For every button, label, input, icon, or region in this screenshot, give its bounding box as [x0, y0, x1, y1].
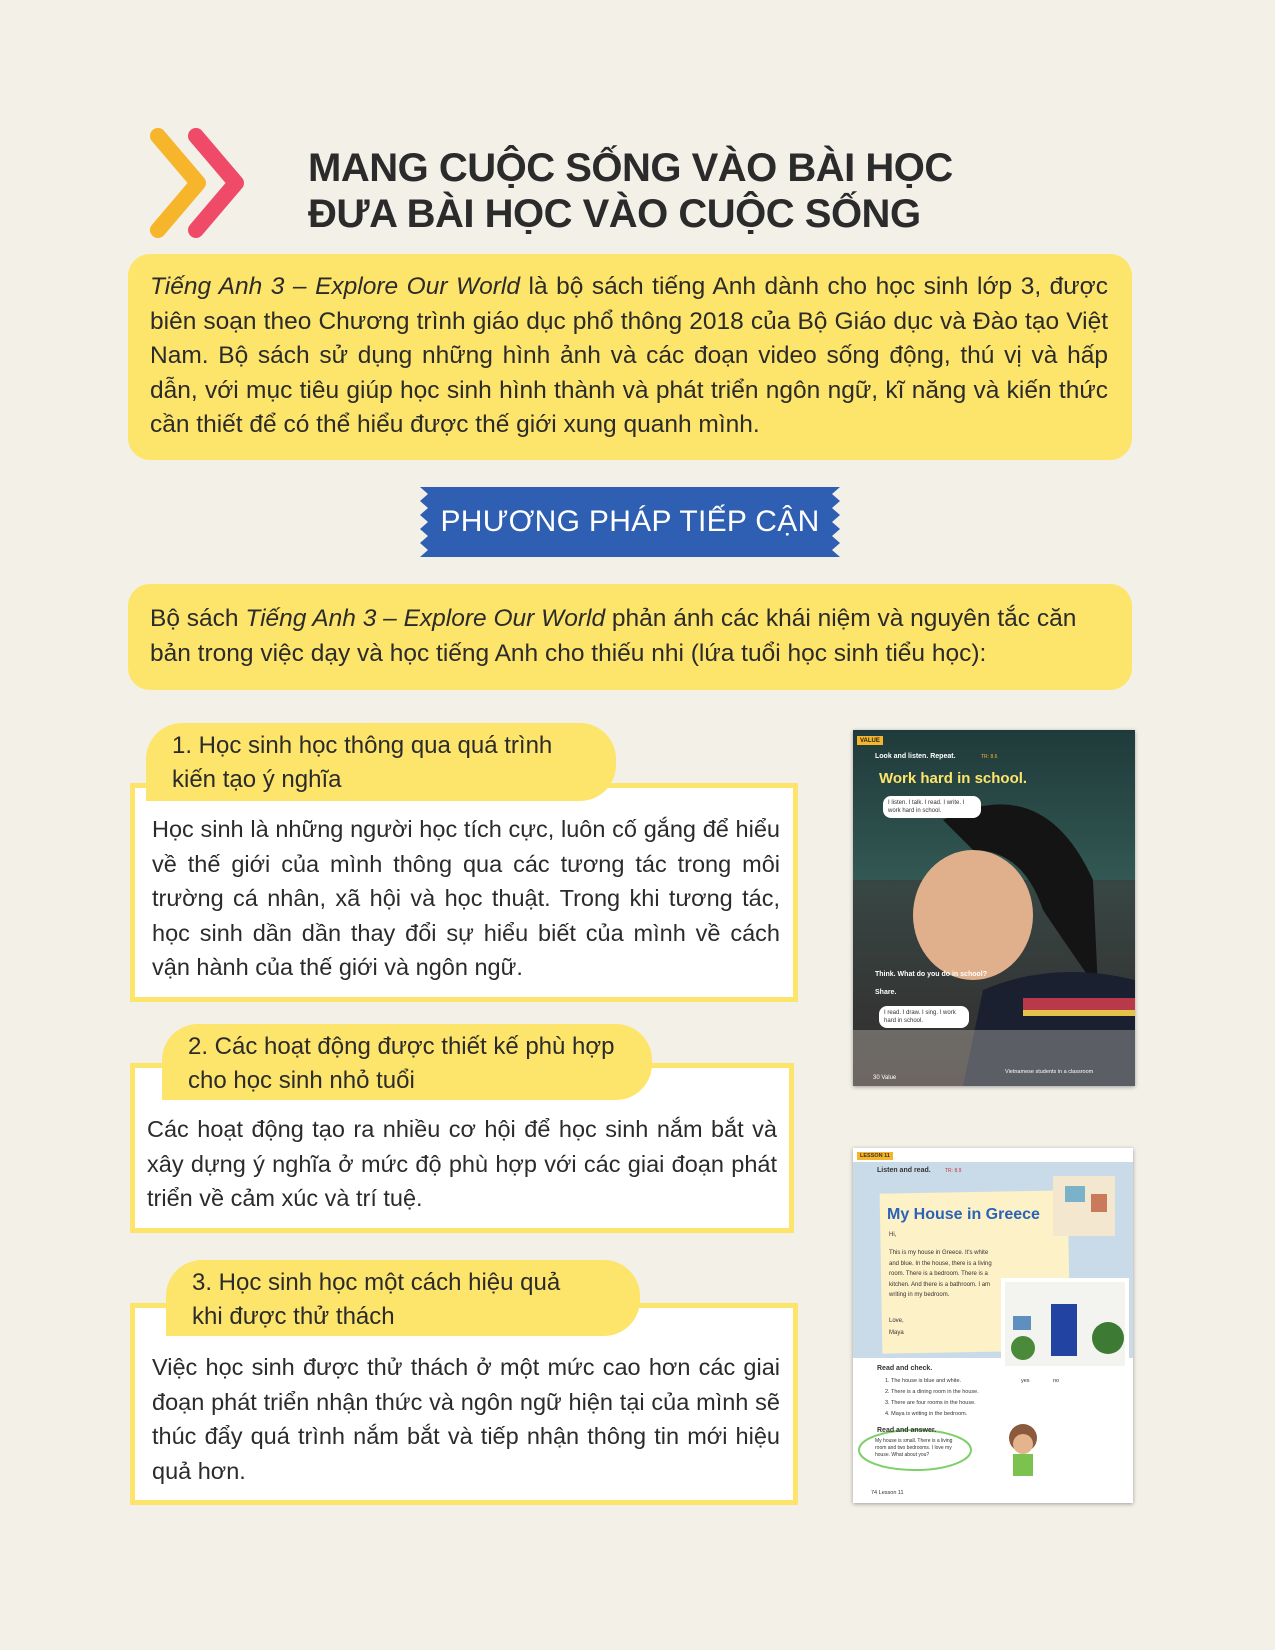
- principle-2-body: Các hoạt động tạo ra nhiều cơ hội để học sinh nắm bắt và xây dựng ý nghĩa ở mức độ phù hợp với các giai đoạn phát triển về cảm xúc và trí tuệ.: [147, 1116, 777, 1211]
- principle-3-title-line-2: khi được thử thách: [192, 1303, 395, 1330]
- lesson-step-3: Read and answer.: [877, 1427, 937, 1434]
- step-3: Share.: [875, 989, 897, 996]
- approach-suffix: phản ánh các khái niệm và nguyên tắc căn bản trong việc dạy và học tiếng Anh cho thiếu nhi (lứa tuổi học sinh tiểu học):: [150, 605, 1077, 667]
- letter-greeting: Hi,: [889, 1232, 897, 1238]
- lesson-step-1: Listen and read.: [877, 1167, 931, 1174]
- lesson-heading: My House in Greece: [887, 1206, 1040, 1223]
- lesson-tag: LESSON 11: [860, 1153, 890, 1159]
- book-page-lesson: [853, 1148, 1133, 1503]
- approach-book-title: Tiếng Anh 3 – Explore Our World: [245, 605, 606, 632]
- intro-paragraph: [128, 254, 1132, 460]
- lesson-track: TR: 8.9: [945, 1168, 962, 1174]
- page-title-line-1: MANG CUỘC SỐNG VÀO BÀI HỌC: [308, 146, 953, 190]
- principle-1-title-line-1: 1. Học sinh học thông qua quá trình: [172, 732, 553, 759]
- lesson-step-2: Read and check.: [877, 1365, 933, 1372]
- check-item-4: 4. Maya is writing in the bedroom.: [885, 1411, 968, 1417]
- approach-prefix: Bộ sách: [150, 605, 246, 632]
- speech-bubble-1: I listen. I talk. I read. I write. I work hard in school.: [883, 796, 981, 818]
- letter-body: This is my house in Greece. It's white and blue. In the house, there is a living room. There is a bedroom. There is a kitchen. And there is a bathroom. I am writing in my bedroom.: [889, 1250, 992, 1298]
- check-item-2: 2. There is a dining room in the house.: [885, 1389, 979, 1395]
- principle-3-title: [166, 1260, 640, 1336]
- step-1: Look and listen. Repeat.: [875, 753, 956, 760]
- no-option-1: no: [1053, 1378, 1060, 1384]
- lesson-footer: 74 Lesson 11: [871, 1490, 904, 1496]
- principle-2-title-line-2: cho học sinh nhỏ tuổi: [188, 1067, 415, 1094]
- principle-1-body: Học sinh là những người học tích cực, luôn cố gắng để hiểu về thế giới của mình thông qua các tương tác trong môi trường cá nhân, xã hội và học thuật. Trong khi tương tác, học sinh dần dần thay đổi sự hiểu biết của mình về cách vận hành của thế giới và ngôn ngữ.: [152, 816, 780, 980]
- approach-intro: [128, 584, 1132, 690]
- book-title: Tiếng Anh 3 – Explore Our World: [150, 273, 520, 300]
- principle-3-title-line-1: 3. Học sinh học một cách hiệu quả: [192, 1269, 561, 1296]
- check-item-1: 1. The house is blue and white.: [885, 1378, 962, 1384]
- page-title-line-2: ĐƯA BÀI HỌC VÀO CUỘC SỐNG: [308, 192, 921, 236]
- speech-bubble-2: I read. I draw. I sing. I work hard in school.: [879, 1006, 969, 1028]
- page-tag: VALUE: [860, 738, 880, 744]
- track-number: TR: 8.6: [981, 754, 998, 760]
- photo-caption: Vietnamese students in a classroom: [1005, 1069, 1094, 1075]
- principle-2-title: [162, 1024, 652, 1100]
- letter-signoff: Love,: [889, 1318, 904, 1324]
- page-heading: Work hard in school.: [879, 770, 1028, 787]
- page-footer: 30 Value: [873, 1075, 897, 1081]
- intro-text: là bộ sách tiếng Anh dành cho học sinh lớp 3, được biên soạn theo Chương trình giáo dục phổ thông 2018 của Bộ Giáo dục và Đào tạo Việt Nam. Bộ sách sử dụng những hình ảnh và các đoạn video sống động, thú vị và hấp dẫn, với mục tiêu giúp học sinh hình thành và phát triển ngôn ngữ, kĩ năng và kiến thức cần thiết để có thể hiểu được thế giới xung quanh mình.: [150, 273, 1108, 438]
- check-item-3: 3. There are four rooms in the house.: [885, 1400, 976, 1406]
- answer-bubble: My house is small. There is a living room and two bedrooms. I love my house. What about you?: [875, 1438, 953, 1458]
- principle-3-body: Việc học sinh được thử thách ở một mức cao hơn các giai đoạn phát triển nhận thức và ngôn ngữ hiện tại của mình sẽ thúc đẩy quá trình nắm bắt và tiếp nhận thông tin mới hiệu quả hơn.: [152, 1354, 780, 1484]
- book-page-value: [853, 730, 1135, 1086]
- yes-option-1: yes: [1021, 1378, 1030, 1384]
- letter-name: Maya: [889, 1330, 904, 1336]
- double-chevron-icon: [148, 128, 258, 238]
- principle-2-title-line-1: 2. Các hoạt động được thiết kế phù hợp: [188, 1033, 615, 1060]
- section-heading: PHƯƠNG PHÁP TIẾP CẬN: [440, 505, 820, 538]
- principle-1-title: [146, 723, 616, 801]
- principle-1-title-line-2: kiến tạo ý nghĩa: [172, 766, 342, 793]
- step-2: Think. What do you do in school?: [875, 971, 987, 978]
